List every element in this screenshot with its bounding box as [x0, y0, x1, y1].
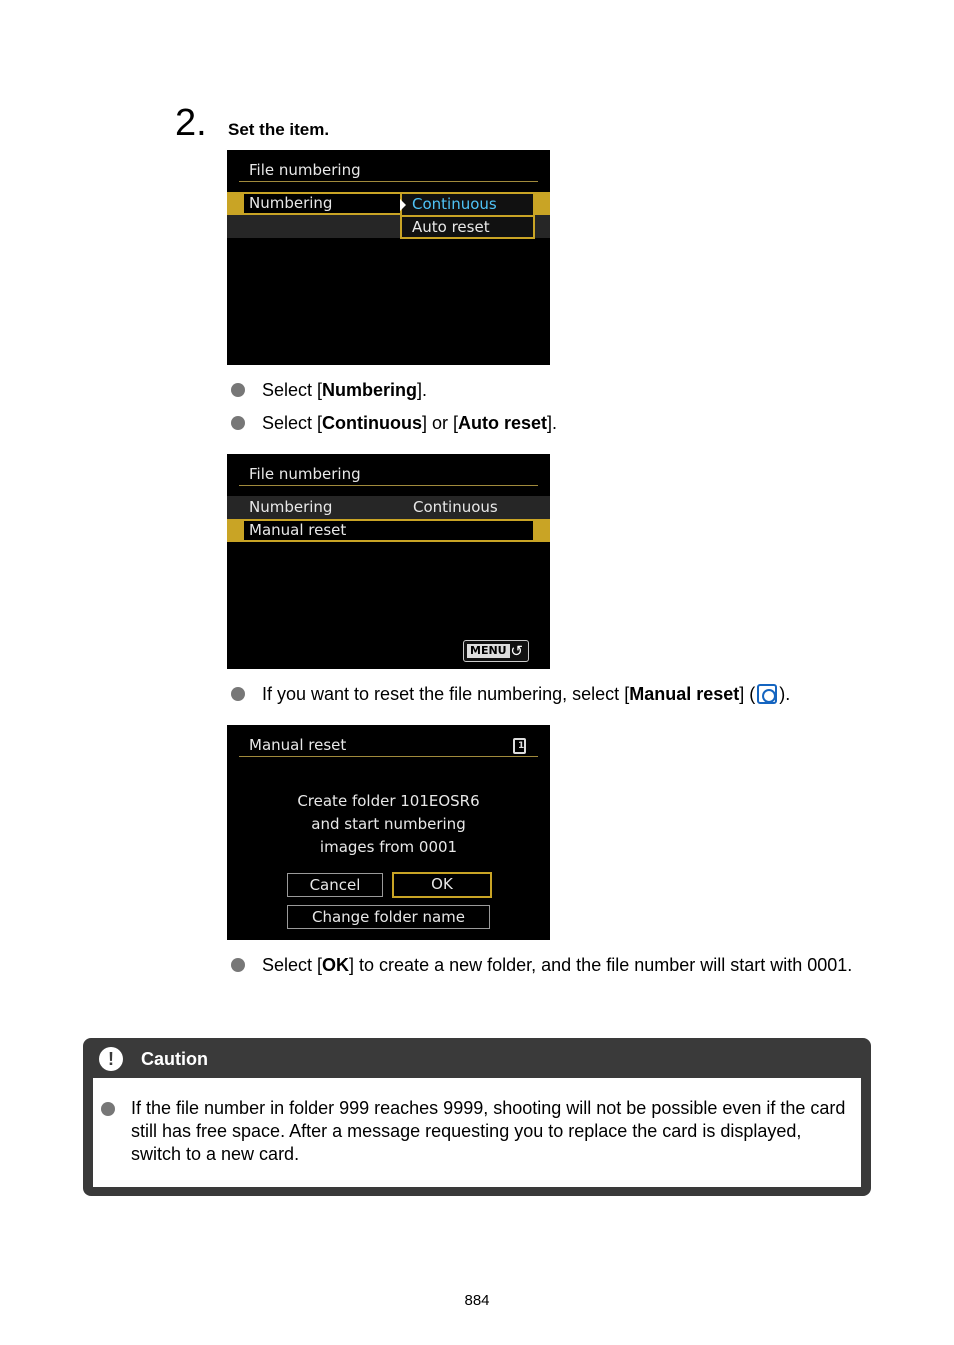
menu-row-label: Numbering	[249, 194, 333, 212]
manual-reference-link-icon[interactable]	[757, 684, 777, 704]
caution-text: If the file number in folder 999 reaches 9999, shooting will not be possible even if the card still has free space. After a message requesting you to replace the card is displayed, switch to a new card.	[131, 1098, 846, 1164]
memory-card-icon: 1	[513, 738, 526, 754]
bullet-text: Select [OK] to create a new folder, and the file number will start with 0001.	[262, 955, 853, 975]
bullet-icon	[231, 958, 245, 972]
message-line: images from 0001	[319, 838, 458, 856]
bullet-text: Select [Continuous] or [Auto reset].	[262, 413, 558, 433]
camera-screen-manual-reset	[227, 725, 550, 940]
title-divider	[239, 181, 538, 182]
screen-title: File numbering	[249, 465, 361, 483]
bullet-text: If you want to reset the file numbering, select [Manual reset] ( ).	[262, 684, 791, 704]
option-continuous[interactable]: Continuous	[412, 195, 497, 213]
menu-row-label: Numbering	[249, 498, 333, 516]
option-auto-reset[interactable]: Auto reset	[412, 218, 490, 236]
menu-row-label: Manual reset	[249, 521, 347, 539]
ok-button[interactable]: OK	[392, 872, 492, 898]
bullet-icon	[231, 383, 245, 397]
screen-title: Manual reset	[249, 736, 347, 754]
menu-row-value: Continuous	[413, 498, 498, 516]
title-divider	[239, 485, 538, 486]
bullet-icon	[231, 687, 245, 701]
bullet-text: Select [Numbering].	[262, 380, 428, 400]
message-line: Create folder 101EOSR6	[297, 792, 480, 810]
caution-icon: !	[99, 1047, 123, 1071]
camera-screen-file-numbering	[227, 454, 550, 669]
options-popup[interactable]	[400, 192, 535, 239]
bullet-icon	[101, 1102, 115, 1116]
caution-box	[83, 1038, 871, 1196]
caution-body	[93, 1078, 861, 1187]
cancel-button[interactable]: Cancel	[287, 873, 383, 897]
camera-screen-file-numbering-popup	[227, 150, 550, 365]
title-divider	[239, 756, 538, 757]
message-line: and start numbering	[311, 815, 466, 833]
back-arrow-icon: ↺	[510, 642, 523, 660]
step-title: Set the item.	[228, 120, 330, 139]
bullet-icon	[231, 416, 245, 430]
menu-back-button[interactable]	[463, 640, 529, 662]
change-folder-name-button[interactable]: Change folder name	[287, 905, 490, 929]
step-number: 2.	[175, 102, 207, 144]
page-number: 884	[464, 1292, 490, 1309]
selection-caret-icon	[400, 199, 406, 211]
caution-heading: Caution	[141, 1049, 208, 1069]
screen-title: File numbering	[249, 161, 361, 179]
menu-label: MENU	[467, 644, 510, 658]
